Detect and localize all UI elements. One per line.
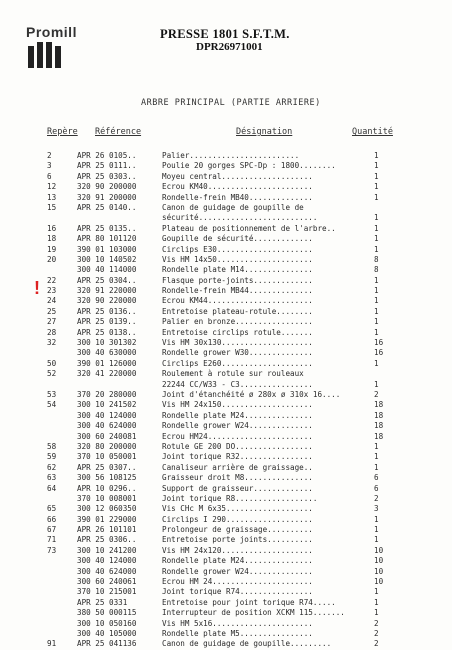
table-row [0, 525, 452, 535]
row-reference: APR 25 0139.. [77, 317, 137, 327]
row-reference: 320 90 220000 [77, 296, 137, 306]
row-repere: 25 [47, 306, 57, 316]
row-quantite: 16 [374, 338, 384, 348]
row-repere: 18 [47, 234, 57, 244]
row-quantite: 1 [374, 327, 379, 337]
table-row [0, 286, 452, 296]
row-quantite: 1 [374, 296, 379, 306]
row-quantite: 10 [374, 566, 384, 576]
table-row [0, 535, 452, 545]
row-quantite: 1 [374, 525, 379, 535]
row-repere: 54 [47, 400, 57, 410]
row-designation: Ecrou KM44....................... [162, 296, 313, 306]
table-row [0, 348, 452, 358]
row-designation: Plateau de positionnement de l'arbre.. [162, 223, 336, 233]
table-row [0, 369, 452, 379]
row-reference: APR 25 0331 [77, 597, 128, 607]
row-designation: Ecrou HM 24...................... [162, 577, 313, 587]
row-quantite: 18 [374, 431, 384, 441]
table-row [0, 608, 452, 618]
table-row [0, 265, 452, 275]
row-repere: 13 [47, 192, 57, 202]
row-repere: 67 [47, 525, 57, 535]
table-row [0, 515, 452, 525]
row-reference: 300 60 240081 [77, 431, 137, 441]
table-row [0, 390, 452, 400]
row-designation: Circlips E30..................... [162, 244, 313, 254]
row-designation: Roulement à rotule sur rouleaux [162, 369, 304, 379]
row-reference: 320 90 200000 [77, 182, 137, 192]
row-quantite: 10 [374, 577, 384, 587]
table-row [0, 193, 452, 203]
row-reference: APR 25 0303.. [77, 171, 137, 181]
row-designation: Vis HM 14x50..................... [162, 254, 313, 264]
row-reference: 300 40 105000 [77, 628, 137, 638]
row-repere: 53 [47, 389, 57, 399]
row-reference: 300 12 060350 [77, 504, 137, 514]
row-quantite: 1 [374, 608, 379, 618]
col-header-reference: Référence [95, 127, 142, 137]
row-reference: APR 25 0138.. [77, 327, 137, 337]
row-repere: 64 [47, 483, 57, 493]
table-row [0, 245, 452, 255]
row-reference: APR 25 0136.. [77, 306, 137, 316]
row-reference: 300 40 124000 [77, 410, 137, 420]
row-quantite: 1 [374, 441, 379, 451]
table-row [0, 463, 452, 473]
row-repere: 32 [47, 338, 57, 348]
row-designation: Joint torique R32................ [162, 452, 313, 462]
row-quantite: 1 [374, 535, 379, 545]
row-repere: 22 [47, 275, 57, 285]
row-quantite: 1 [374, 244, 379, 254]
row-quantite: 1 [374, 358, 379, 368]
row-designation: Ecrou KM40....................... [162, 182, 313, 192]
row-reference: 300 40 630000 [77, 348, 137, 358]
document-title: PRESSE 1801 S.F.T.M. [160, 27, 290, 41]
table-row [0, 380, 452, 390]
row-quantite: 8 [374, 254, 379, 264]
row-reference: 300 60 240061 [77, 577, 137, 587]
row-quantite: 1 [374, 161, 379, 171]
row-quantite: 6 [374, 483, 379, 493]
row-quantite: 1 [374, 306, 379, 316]
table-row [0, 442, 452, 452]
row-repere: 6 [47, 171, 52, 181]
row-quantite: 1 [374, 286, 379, 296]
parts-table [0, 151, 452, 650]
col-header-repere: Repère [47, 127, 78, 137]
row-reference: 300 40 114000 [77, 265, 137, 275]
row-quantite: 1 [374, 379, 379, 389]
table-row [0, 338, 452, 348]
row-designation: Support de graisseur............. [162, 483, 313, 493]
row-designation: Rondelle-frein MB44.............. [162, 286, 313, 296]
row-repere: 28 [47, 327, 57, 337]
row-repere: 62 [47, 462, 57, 472]
table-row [0, 182, 452, 192]
row-reference: APR 26 0105.. [77, 151, 137, 160]
row-repere: 24 [47, 296, 57, 306]
row-repere: 20 [47, 254, 57, 264]
row-designation: Joint torique R74................ [162, 587, 313, 597]
row-designation: Rondelle plate M5................ [162, 628, 313, 638]
table-row [0, 296, 452, 306]
row-repere: 59 [47, 452, 57, 462]
table-row [0, 317, 452, 327]
row-reference: 300 10 140502 [77, 254, 137, 264]
row-quantite: 1 [374, 192, 379, 202]
row-designation: Vis HM 24x150.................... [162, 400, 313, 410]
row-quantite: 3 [374, 504, 379, 514]
row-designation: Vis HM 24x120.................... [162, 545, 313, 555]
table-row [0, 598, 452, 608]
row-reference: 370 20 280000 [77, 389, 137, 399]
row-reference: APR 25 0307.. [77, 462, 137, 472]
row-quantite: 2 [374, 618, 379, 628]
row-designation: 22244 CC/W33 - C3................ [162, 379, 313, 389]
row-repere: 12 [47, 182, 57, 192]
row-reference: 300 40 624000 [77, 566, 137, 576]
table-row [0, 546, 452, 556]
row-reference: 300 10 241502 [77, 400, 137, 410]
table-row [0, 494, 452, 504]
row-designation: Moyeu central.................... [162, 171, 313, 181]
row-repere: 27 [47, 317, 57, 327]
row-designation: Rondelle plate M24............... [162, 410, 313, 420]
row-quantite: 2 [374, 493, 379, 503]
row-reference: APR 10 0296.. [77, 483, 137, 493]
row-designation: Canon de guidage de goupille de [162, 202, 304, 212]
table-row [0, 411, 452, 421]
table-row [0, 473, 452, 483]
table-row [0, 234, 452, 244]
row-repere: 65 [47, 504, 57, 514]
row-repere: 91 [47, 639, 57, 649]
row-designation: sécurité.......................... [162, 213, 318, 223]
row-reference: 300 40 124000 [77, 556, 137, 566]
row-reference: 320 80 200000 [77, 441, 137, 451]
table-row [0, 276, 452, 286]
row-reference: 320 91 200000 [77, 192, 137, 202]
row-reference: 300 10 241200 [77, 545, 137, 555]
row-quantite: 2 [374, 628, 379, 638]
row-quantite: 1 [374, 151, 379, 160]
row-reference: 390 01 126000 [77, 358, 137, 368]
row-designation: Flasque porte-joints............. [162, 275, 313, 285]
table-row [0, 587, 452, 597]
row-repere: 23 [47, 286, 57, 296]
row-quantite: 6 [374, 473, 379, 483]
table-row [0, 203, 452, 213]
row-reference: APR 25 0304.. [77, 275, 137, 285]
row-designation: Rondelle grower W24.............. [162, 566, 313, 576]
row-reference: APR 80 101120 [77, 234, 137, 244]
row-quantite: 18 [374, 410, 384, 420]
table-row [0, 255, 452, 265]
row-designation: Entretoise circlips rotule....... [162, 327, 313, 337]
row-quantite: 10 [374, 545, 384, 555]
row-designation: Canon de guidage de goupille......... [162, 639, 332, 649]
row-designation: Entretoise pour joint torique R74..... [162, 597, 336, 607]
col-header-quantite: Quantité [352, 127, 393, 137]
row-reference: 300 56 108125 [77, 473, 137, 483]
logo-mark-icon [28, 42, 72, 68]
row-quantite: 2 [374, 389, 379, 399]
row-quantite: 1 [374, 234, 379, 244]
row-quantite: 1 [374, 597, 379, 607]
promill-logo [12, 24, 88, 70]
row-repere: 2 [47, 151, 52, 160]
row-reference: APR 25 0135.. [77, 223, 137, 233]
table-row [0, 172, 452, 182]
row-designation: Palier........................ [162, 151, 300, 160]
row-reference: APR 25 041136 [77, 639, 137, 649]
row-quantite: 1 [374, 182, 379, 192]
table-row [0, 629, 452, 639]
row-designation: Rondelle grower W24.............. [162, 421, 313, 431]
row-designation: Vis HM 5x16...................... [162, 618, 313, 628]
row-reference: 320 41 220000 [77, 369, 137, 379]
table-row [0, 421, 452, 431]
row-designation: Canaliseur arrière de graissage.. [162, 462, 313, 472]
row-reference: 320 91 220000 [77, 286, 137, 296]
row-repere: 16 [47, 223, 57, 233]
row-reference: 370 10 050001 [77, 452, 137, 462]
row-quantite: 1 [374, 171, 379, 181]
row-repere: 63 [47, 473, 57, 483]
row-designation: Interrupteur de position XCKM 115....... [162, 608, 345, 618]
row-designation: Circlips E260.................... [162, 358, 313, 368]
table-row [0, 224, 452, 234]
row-designation: Rondelle grower W30.............. [162, 348, 313, 358]
row-reference: APR 25 0140.. [77, 202, 137, 212]
table-row [0, 484, 452, 494]
row-repere: 52 [47, 369, 57, 379]
table-row [0, 328, 452, 338]
row-quantite: 1 [374, 275, 379, 285]
row-reference: APR 26 101101 [77, 525, 137, 535]
table-row [0, 151, 452, 161]
row-repere: 50 [47, 358, 57, 368]
row-designation: Graisseur droit M8............... [162, 473, 313, 483]
row-designation: Vis CHc M 6x35................... [162, 504, 313, 514]
table-row [0, 639, 452, 649]
handwritten-mark: ! [34, 278, 40, 298]
table-row [0, 452, 452, 462]
col-header-designation: Désignation [236, 127, 293, 137]
section-title: ARBRE PRINCIPAL (PARTIE ARRIERE) [141, 98, 321, 108]
row-quantite: 1 [374, 514, 379, 524]
row-designation: Rotule GE 200 DO................. [162, 441, 313, 451]
row-repere: 71 [47, 535, 57, 545]
document-reference: DPR26971001 [196, 41, 263, 53]
row-designation: Circlips I 290................... [162, 514, 313, 524]
row-reference: 390 01 103000 [77, 244, 137, 254]
row-designation: Rondelle-frein MB40.............. [162, 192, 313, 202]
row-designation: Vis HM 30x130.................... [162, 338, 313, 348]
table-row [0, 400, 452, 410]
row-repere: 58 [47, 441, 57, 451]
row-repere: 73 [47, 545, 57, 555]
row-quantite: 1 [374, 587, 379, 597]
table-row [0, 577, 452, 587]
row-reference: 300 10 301302 [77, 338, 137, 348]
row-repere: 19 [47, 244, 57, 254]
table-row [0, 213, 452, 223]
row-quantite: 1 [374, 213, 379, 223]
row-repere: 66 [47, 514, 57, 524]
row-designation: Joint d'étanchéité ø 280x ø 310x 16.... [162, 389, 341, 399]
row-designation: Entretoise porte joints.......... [162, 535, 313, 545]
table-row [0, 432, 452, 442]
row-designation: Palier en bronze................. [162, 317, 313, 327]
row-reference: 300 40 624000 [77, 421, 137, 431]
row-designation: Ecrou HM24....................... [162, 431, 313, 441]
row-designation: Poulie 20 gorges SPC-Dp : 1800........ [162, 161, 336, 171]
row-quantite: 2 [374, 639, 379, 649]
table-row [0, 161, 452, 171]
row-repere: 3 [47, 161, 52, 171]
row-reference: 370 10 215001 [77, 587, 137, 597]
row-designation: Rondelle plate M24............... [162, 556, 313, 566]
row-reference: 300 10 050160 [77, 618, 137, 628]
row-designation: Goupille de sécurité............. [162, 234, 313, 244]
row-quantite: 18 [374, 400, 384, 410]
row-designation: Entretoise plateau-rotule........ [162, 306, 313, 316]
table-row [0, 504, 452, 514]
row-designation: Rondelle plate M14............... [162, 265, 313, 275]
row-repere: 15 [47, 202, 57, 212]
row-reference: APR 25 0111.. [77, 161, 137, 171]
row-reference: 370 10 008001 [77, 493, 137, 503]
table-row [0, 307, 452, 317]
table-row [0, 619, 452, 629]
logo-text: Promill [26, 24, 77, 40]
row-quantite: 16 [374, 348, 384, 358]
row-reference: 380 50 000115 [77, 608, 137, 618]
row-quantite: 1 [374, 452, 379, 462]
row-quantite: 18 [374, 421, 384, 431]
row-reference: 390 01 229000 [77, 514, 137, 524]
table-row [0, 567, 452, 577]
table-row [0, 556, 452, 566]
row-quantite: 1 [374, 317, 379, 327]
row-designation: Prolongeur de graissage.......... [162, 525, 313, 535]
row-quantite: 8 [374, 265, 379, 275]
row-quantite: 1 [374, 462, 379, 472]
row-quantite: 10 [374, 556, 384, 566]
row-reference: APR 25 0306.. [77, 535, 137, 545]
table-row [0, 359, 452, 369]
row-quantite: 1 [374, 223, 379, 233]
row-designation: Joint torique R8.................. [162, 493, 318, 503]
